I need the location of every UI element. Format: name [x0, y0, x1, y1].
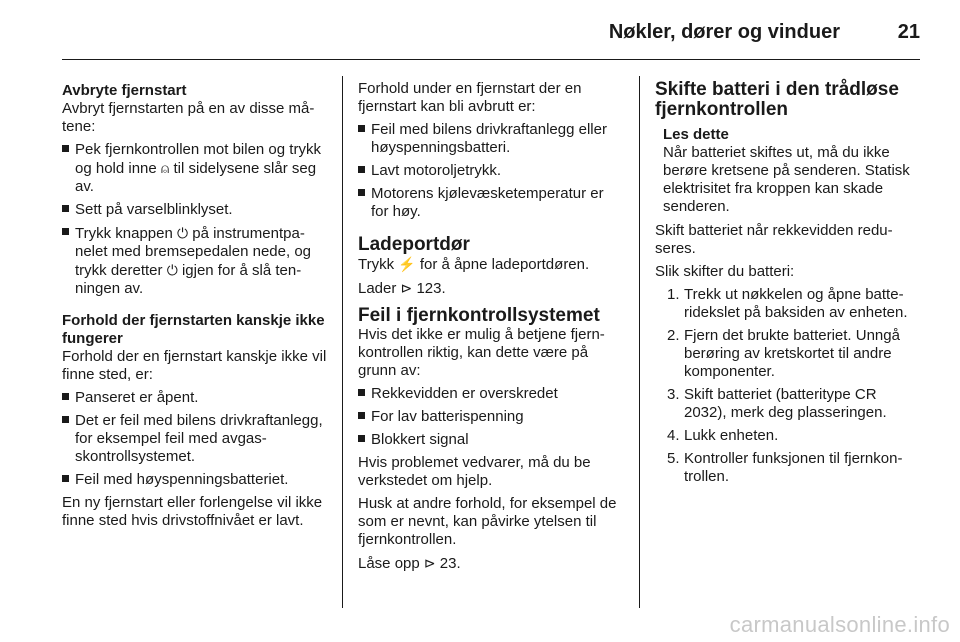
cross-reference: Låse opp ⊳ 23.: [358, 555, 461, 572]
bullet-list: [62, 389, 328, 489]
bullet-list: [358, 121, 624, 221]
paragraph: Trykk ⚡ for å åpne ladeportdøren.: [358, 256, 590, 273]
page-number: 21: [897, 21, 920, 43]
list-item: Det er feil med bilens drivkraftanlegg, for eksempel feil med avgasskontrollsystemet.: [62, 412, 328, 466]
reference-link[interactable]: 23.: [439, 555, 461, 572]
bullet-square-icon: [358, 412, 365, 419]
list-item: 3. Skift batteriet (batteritype CR 2032), merk deg plasseringen.: [667, 386, 887, 421]
list-item: For lav batterispenning: [358, 408, 624, 426]
reference-arrow-icon: ⊳: [423, 555, 436, 571]
list-item: Sett på varselblinklyset.: [62, 201, 328, 219]
reference-arrow-icon: ⊳: [400, 280, 413, 296]
bullet-list: [62, 141, 328, 298]
bullet-square-icon: [62, 145, 69, 152]
watermark: carmanualsonline.info: [729, 612, 950, 637]
note-text: Når batteriet skiftes ut, må du ikke berøre kretsene på senderen. Statisk elektrisitet fra kroppen kan skade senderen.: [663, 144, 910, 215]
bullet-square-icon: [358, 389, 365, 396]
list-item: 1. Trekk ut nøkkelen og åpne batteridekslet på baksiden av enheten.: [667, 286, 908, 321]
bullet-square-icon: [358, 435, 365, 442]
column-3: [655, 80, 921, 491]
heading-skifte-batteri: Skifte batteri i den trådløse fjernkontrollen: [655, 79, 899, 120]
reference-link[interactable]: 123.: [416, 280, 446, 297]
paragraph: En ny fjernstart eller forlengelse vil ikke finne sted hvis drivstoffnivået er lavt.: [62, 494, 323, 529]
list-item: Pek fjernkontrollen mot bilen og trykk og hold inne ⍝ til sidelysene slår seg av.: [62, 141, 328, 196]
numbered-list: [655, 286, 921, 486]
heading-forhold: Forhold der fjernstarten kanskje ikke fungerer: [62, 312, 325, 347]
page-header: [62, 22, 920, 42]
list-item: Panseret er åpent.: [62, 389, 328, 407]
charge-port-icon: ⚡: [398, 256, 416, 272]
power-icon: ⏻: [177, 225, 189, 241]
note-block: [655, 126, 921, 216]
column-2: [358, 80, 624, 578]
heading-avbryte-fjernstart: Avbryte fjernstart: [62, 82, 187, 99]
paragraph: Forhold der en fjernstart kanskje ikke vil finne sted, er:: [62, 348, 327, 383]
power-icon: ⏻: [166, 262, 178, 278]
column-1: [62, 80, 328, 535]
paragraph: Hvis det ikke er mulig å betjene fjernkontrollen riktig, kan dette være på grunn av:: [358, 326, 605, 379]
header-title: Nøkler, dører og vinduer: [608, 21, 840, 43]
paragraph: Slik skifter du batteri:: [655, 263, 795, 280]
header-rule: [62, 59, 920, 60]
list-item: Rekkevidden er overskredet: [358, 385, 624, 403]
bullet-square-icon: [358, 166, 365, 173]
list-item: Motorens kjølevæsketemperatur er for høy.: [358, 185, 624, 221]
note-title: Les dette: [663, 126, 729, 143]
bullet-square-icon: [358, 125, 365, 132]
paragraph: Husk at andre forhold, for eksempel de som er nevnt, kan påvirke ytelsen til fjernkontrollen.: [358, 495, 617, 548]
list-item: 2. Fjern det brukte batteriet. Unngå berøring av kretskortet til andre komponenter.: [667, 327, 900, 380]
bullet-list: [358, 385, 624, 449]
bullet-square-icon: [62, 205, 69, 212]
list-item: Trykk knappen ⏻ på instrumentpanelet med bremsepedalen nede, og trykk deretter ⏻ igjen for å slå tenningen av.: [62, 224, 328, 298]
heading-ladeportdor: Ladeportdør: [358, 234, 470, 255]
bullet-square-icon: [358, 189, 365, 196]
list-item: 5. Kontroller funksjonen til fjernkontrollen.: [667, 450, 903, 485]
list-item: Feil med høyspenningsbatteriet.: [62, 471, 328, 489]
list-item: Feil med bilens drivkraftanlegg eller høyspenningsbatteri.: [358, 121, 624, 157]
cross-reference: Lader ⊳ 123.: [358, 280, 446, 297]
list-item: Blokkert signal: [358, 431, 624, 449]
bullet-square-icon: [62, 228, 69, 235]
paragraph: Avbryt fjernstarten på en av disse måtene:: [62, 100, 315, 135]
list-item: 4. Lukk enheten.: [667, 427, 779, 444]
remote-start-icon: ⍝: [160, 160, 170, 176]
column-divider-2: [639, 76, 640, 608]
heading-feil-fjernkontroll: Feil i fjernkontrollsystemet: [358, 305, 600, 326]
bullet-square-icon: [62, 393, 69, 400]
column-divider-1: [342, 76, 343, 608]
paragraph: Forhold under en fjernstart der en fjernstart kan bli avbrutt er:: [358, 80, 582, 115]
bullet-square-icon: [62, 416, 69, 423]
paragraph: Skift batteriet når rekkevidden reduseres.: [655, 222, 893, 257]
bullet-square-icon: [62, 475, 69, 482]
paragraph: Hvis problemet vedvarer, må du be verkstedet om hjelp.: [358, 454, 591, 489]
list-item: Lavt motoroljetrykk.: [358, 162, 624, 180]
